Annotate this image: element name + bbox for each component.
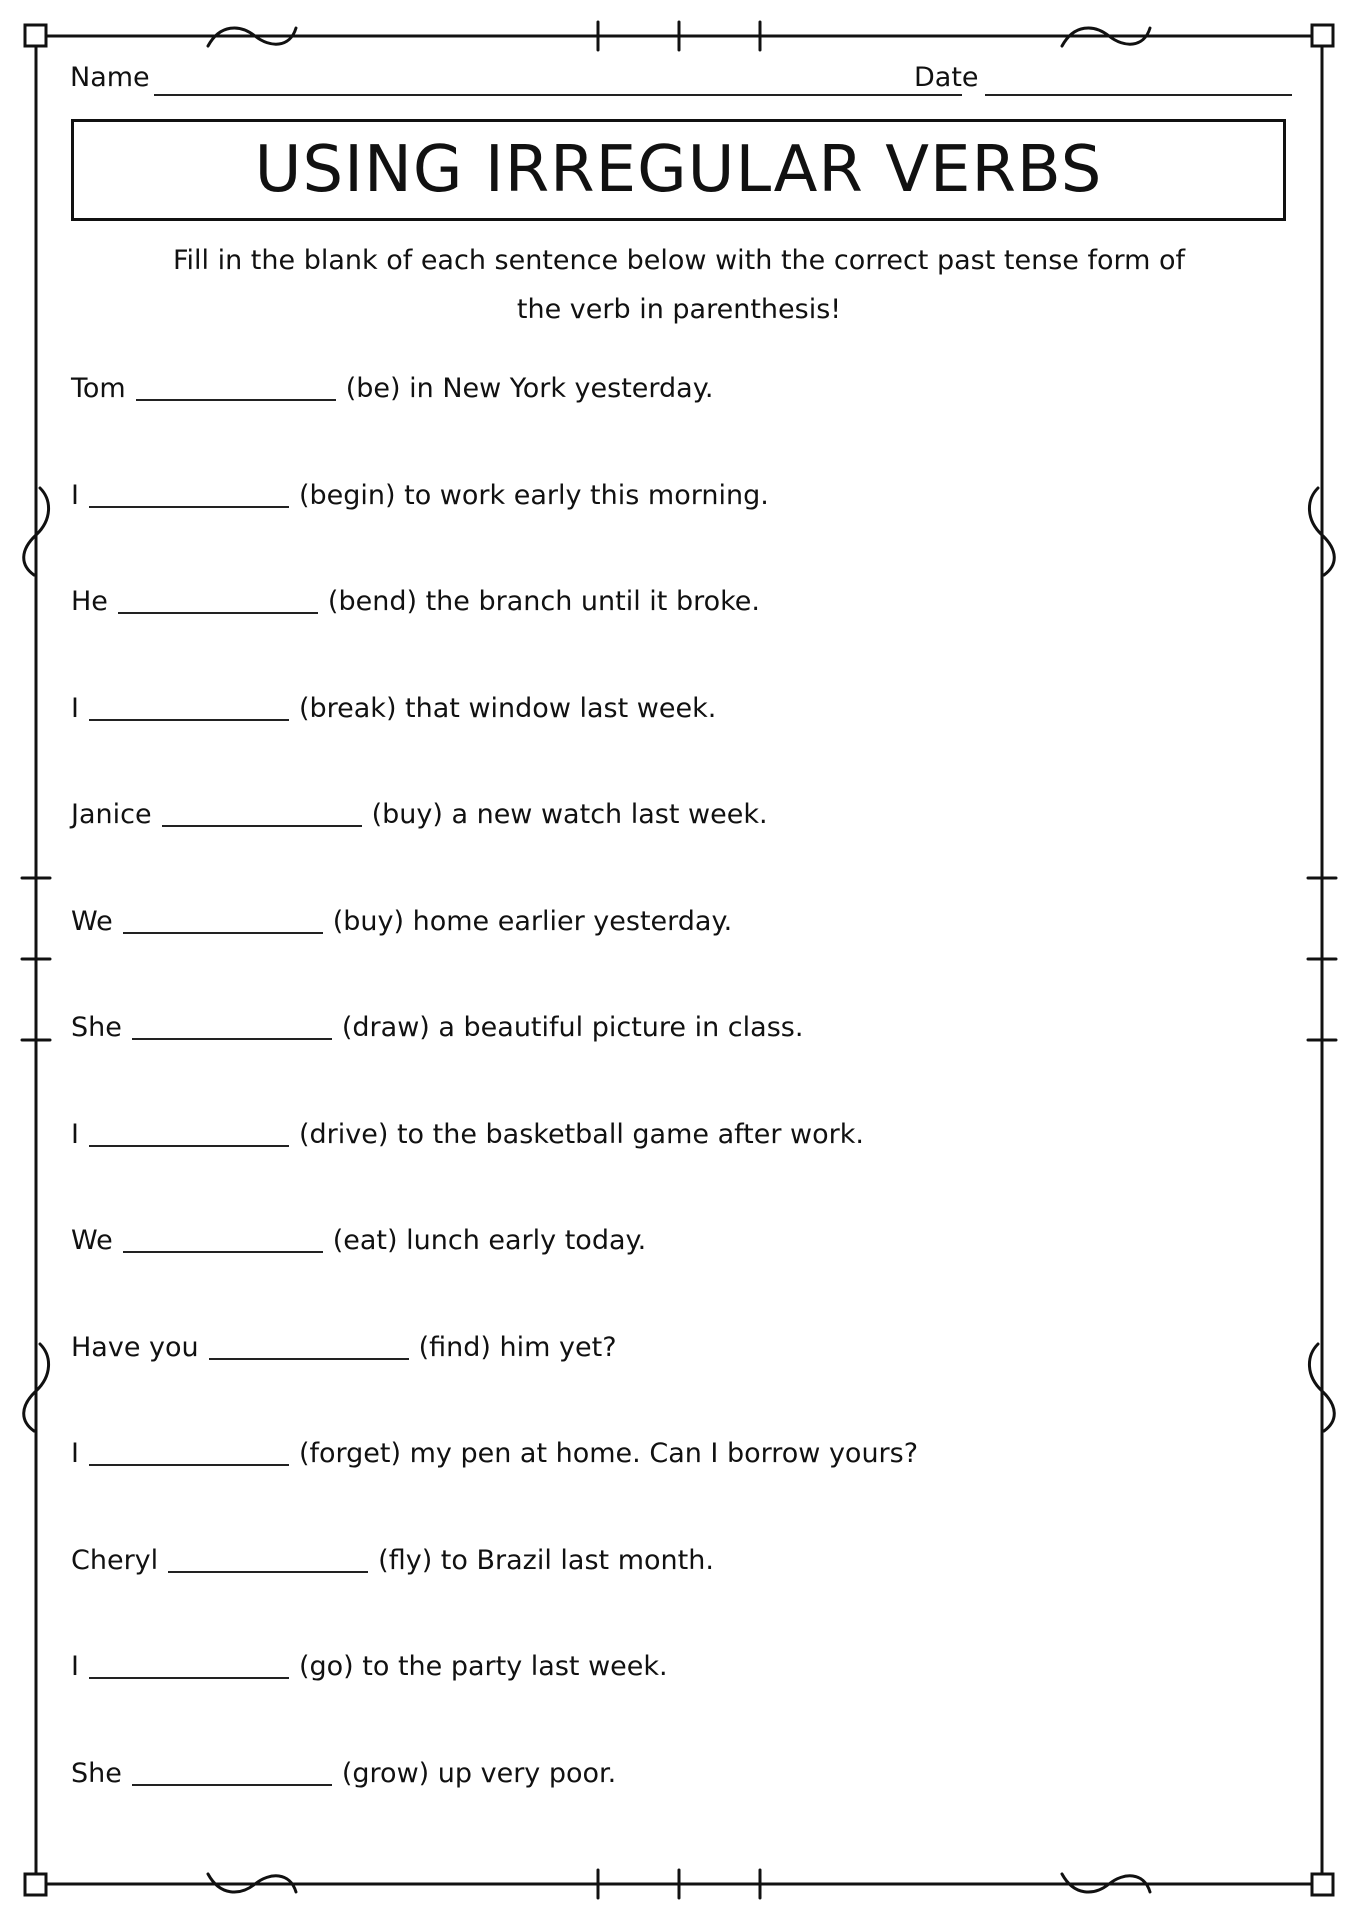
sentence-rest: (bend) the branch until it broke.: [327, 586, 761, 617]
sentence-4: [71, 693, 1251, 800]
answer-blank[interactable]: [123, 1231, 323, 1253]
sentence-rest: (begin) to work early this morning.: [298, 479, 769, 511]
sentence-3: [71, 586, 1251, 693]
sentence-rest: (grow) up very poor.: [341, 1757, 617, 1789]
answer-blank[interactable]: [162, 805, 362, 827]
answer-blank[interactable]: [89, 1444, 289, 1466]
sentence-subject: Tom: [71, 373, 126, 404]
instructions-line-1: Fill in the blank of each sentence below with the correct past tense form of: [172, 245, 1186, 276]
page-title: USING IRREGULAR VERBS: [254, 133, 1103, 207]
sentence-rest: (be) in New York yesterday.: [345, 373, 714, 404]
sentence-subject: I: [71, 1438, 79, 1469]
sentence-9: [71, 1225, 1251, 1332]
answer-blank[interactable]: [132, 1018, 332, 1040]
sentence-subject: I: [71, 1118, 79, 1150]
sentence-rest: (fly) to Brazil last month.: [378, 1544, 714, 1576]
sentence-subject: I: [71, 479, 79, 511]
sentence-2: [71, 480, 1251, 587]
title-box: [71, 119, 1286, 221]
answer-blank[interactable]: [118, 592, 318, 614]
sentence-subject: She: [71, 1757, 122, 1789]
sentence-subject: He: [71, 586, 108, 617]
sentence-list: [71, 373, 1251, 1864]
sentence-10: [71, 1332, 1251, 1439]
sentence-6: [71, 906, 1251, 1013]
sentence-14: [71, 1758, 1251, 1865]
name-label: Name: [70, 62, 150, 93]
sentence-subject: Cheryl: [71, 1544, 159, 1576]
answer-blank[interactable]: [132, 1764, 332, 1786]
sentence-rest: (buy) a new watch last week.: [371, 799, 768, 830]
sentence-rest: (go) to the party last week.: [298, 1651, 668, 1682]
answer-blank[interactable]: [89, 699, 289, 721]
sentence-subject: Have you: [71, 1331, 199, 1363]
sentence-rest: (draw) a beautiful picture in class.: [341, 1012, 804, 1043]
instructions: [140, 236, 1218, 334]
sentence-11: [71, 1438, 1251, 1545]
sentence-subject: I: [71, 1651, 79, 1682]
sentence-rest: (buy) home earlier yesterday.: [332, 905, 733, 937]
sentence-rest: (break) that window last week.: [298, 692, 717, 724]
sentence-1: [71, 373, 1251, 480]
sentence-subject: She: [71, 1012, 122, 1043]
date-blank[interactable]: [985, 94, 1292, 96]
date-label: Date: [914, 62, 979, 93]
answer-blank[interactable]: [89, 486, 289, 508]
sentence-12: [71, 1545, 1251, 1652]
answer-blank[interactable]: [123, 912, 323, 934]
sentence-rest: (eat) lunch early today.: [332, 1225, 647, 1256]
sentence-rest: (find) him yet?: [418, 1331, 617, 1363]
sentence-5: [71, 799, 1251, 906]
name-date-row: [70, 62, 1292, 102]
instructions-line-2: the verb in parenthesis!: [516, 294, 842, 325]
sentence-7: [71, 1012, 1251, 1119]
sentence-rest: (forget) my pen at home. Can I borrow yours?: [298, 1438, 919, 1469]
answer-blank[interactable]: [89, 1125, 289, 1147]
answer-blank[interactable]: [89, 1657, 289, 1679]
sentence-subject: We: [71, 1225, 113, 1256]
answer-blank[interactable]: [209, 1338, 409, 1360]
name-blank[interactable]: [154, 94, 962, 96]
answer-blank[interactable]: [168, 1551, 368, 1573]
answer-blank[interactable]: [136, 379, 336, 401]
sentence-subject: We: [71, 905, 113, 937]
sentence-subject: Janice: [71, 799, 152, 830]
sentence-8: [71, 1119, 1251, 1226]
sentence-subject: I: [71, 692, 79, 724]
sentence-rest: (drive) to the basketball game after work.: [298, 1118, 864, 1150]
sentence-13: [71, 1651, 1251, 1758]
